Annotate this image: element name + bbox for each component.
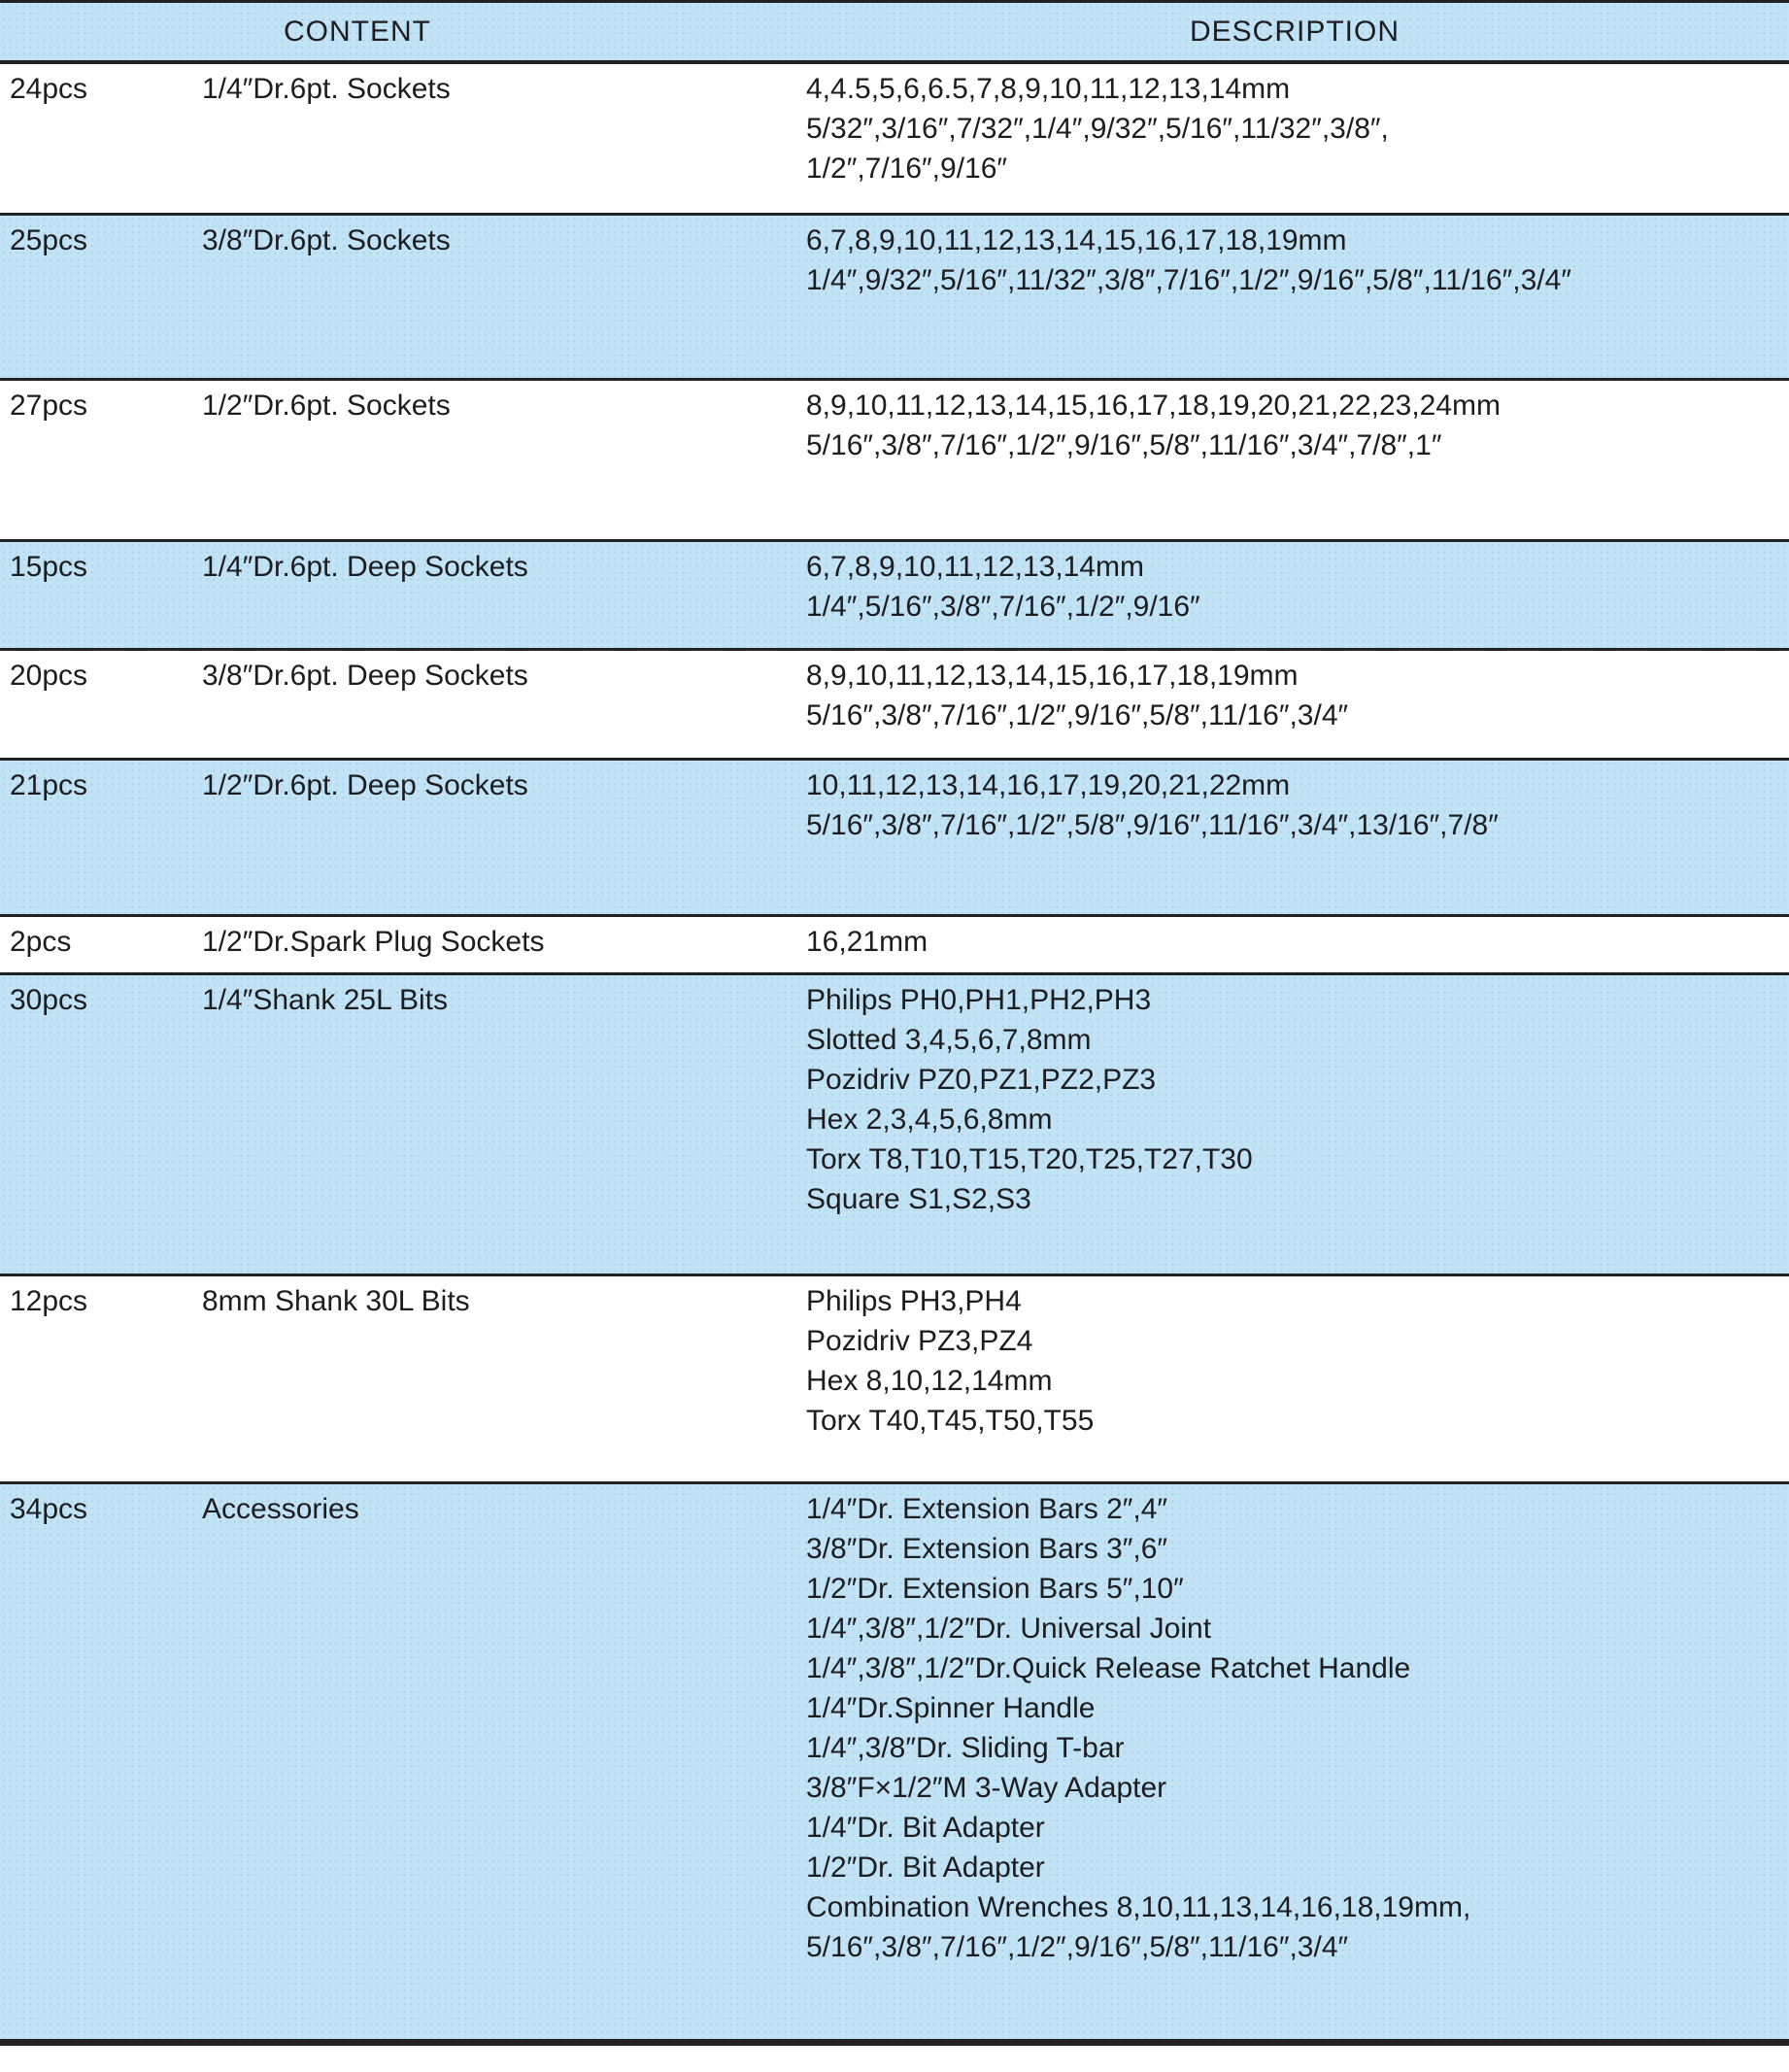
content-cell: Accessories [202, 1493, 359, 1525]
table-row [0, 216, 1789, 381]
description-line: Torx T8,T10,T15,T20,T25,T27,T30 [806, 1143, 1253, 1175]
description-line: 1/4″,3/8″Dr. Sliding T-bar [806, 1732, 1125, 1764]
content-cell: 8mm Shank 30L Bits [202, 1285, 470, 1317]
description-line: 1/4″Dr. Extension Bars 2″,4″ [806, 1493, 1168, 1525]
description-column-header: DESCRIPTION [1189, 15, 1401, 48]
content-cell: 1/2″Dr.Spark Plug Sockets [202, 926, 545, 958]
description-cell [806, 917, 1789, 972]
description-line: 1/2″Dr. Bit Adapter [806, 1851, 1045, 1884]
quantity-cell: 34pcs [10, 1493, 88, 1525]
quantity-cell: 20pcs [10, 660, 88, 692]
description-cell [806, 975, 1789, 1274]
description-line: 8,9,10,11,12,13,14,15,16,17,18,19,20,21,22,23,24mm [806, 390, 1502, 422]
description-line: Pozidriv PZ0,PZ1,PZ2,PZ3 [806, 1064, 1157, 1096]
quantity-cell: 2pcs [10, 926, 72, 958]
description-line: 6,7,8,9,10,11,12,13,14mm [806, 551, 1145, 583]
content-column-header: CONTENT [284, 15, 431, 48]
quantity-cell: 24pcs [10, 73, 88, 105]
table-header-row [0, 3, 1789, 64]
content-cell: 1/4″Shank 25L Bits [202, 984, 449, 1016]
description-line: Torx T40,T45,T50,T55 [806, 1405, 1095, 1437]
description-line: 16,21mm [806, 926, 928, 958]
table-row [0, 975, 1789, 1276]
description-line: Philips PH3,PH4 [806, 1285, 1022, 1317]
description-line: 3/8″F×1/2″M 3-Way Adapter [806, 1772, 1167, 1804]
description-cell [806, 651, 1789, 758]
content-cell: 1/2″Dr.6pt. Sockets [202, 390, 451, 422]
description-line: 5/16″,3/8″,7/16″,1/2″,5/8″,9/16″,11/16″,3/4″,13/16″,7/8″ [806, 809, 1499, 841]
quantity-cell: 27pcs [10, 390, 88, 422]
description-cell [806, 64, 1789, 213]
description-cell [806, 761, 1789, 914]
content-cell: 1/2″Dr.6pt. Deep Sockets [202, 769, 528, 801]
quantity-cell: 25pcs [10, 224, 88, 256]
description-line: 10,11,12,13,14,16,17,19,20,21,22mm [806, 769, 1291, 801]
description-line: 1/4″Dr.Spinner Handle [806, 1692, 1096, 1724]
description-line: 6,7,8,9,10,11,12,13,14,15,16,17,18,19mm [806, 224, 1347, 256]
content-cell: 3/8″Dr.6pt. Sockets [202, 224, 451, 256]
table-row [0, 542, 1789, 651]
table-row [0, 1276, 1789, 1484]
description-line: 1/2″Dr. Extension Bars 5″,10″ [806, 1573, 1184, 1605]
description-line: 5/32″,3/16″,7/32″,1/4″,9/32″,5/16″,11/32″,3/8″, [806, 113, 1389, 145]
description-line: 4,4.5,5,6,6.5,7,8,9,10,11,12,13,14mm [806, 73, 1291, 105]
description-line: 8,9,10,11,12,13,14,15,16,17,18,19mm [806, 660, 1299, 692]
description-line: Square S1,S2,S3 [806, 1183, 1031, 1215]
description-line: 1/4″,3/8″,1/2″Dr.Quick Release Ratchet Handle [806, 1652, 1411, 1684]
description-line: Hex 8,10,12,14mm [806, 1365, 1053, 1397]
content-cell: 1/4″Dr.6pt. Sockets [202, 73, 451, 105]
description-line: 1/4″,9/32″,5/16″,11/32″,3/8″,7/16″,1/2″,9/16″,5/8″,11/16″,3/4″ [806, 264, 1571, 296]
description-line: 5/16″,3/8″,7/16″,1/2″,9/16″,5/8″,11/16″,3/4″,7/8″,1″ [806, 429, 1442, 461]
description-cell [806, 216, 1789, 378]
table-row [0, 64, 1789, 216]
table-body [0, 64, 1789, 2039]
description-cell [806, 1484, 1789, 2039]
quantity-cell: 15pcs [10, 551, 88, 583]
description-line: 1/2″,7/16″,9/16″ [806, 153, 1008, 185]
table-row [0, 651, 1789, 761]
description-line: 1/4″Dr. Bit Adapter [806, 1812, 1045, 1844]
description-cell [806, 1276, 1789, 1481]
quantity-cell: 30pcs [10, 984, 88, 1016]
description-line: 5/16″,3/8″,7/16″,1/2″,9/16″,5/8″,11/16″,3/4″ [806, 1931, 1349, 1963]
quantity-cell: 12pcs [10, 1285, 88, 1317]
description-line: Combination Wrenches 8,10,11,13,14,16,18,19mm, [806, 1891, 1471, 1923]
description-line: Slotted 3,4,5,6,7,8mm [806, 1024, 1092, 1056]
description-cell [806, 381, 1789, 539]
description-line: 3/8″Dr. Extension Bars 3″,6″ [806, 1533, 1168, 1565]
content-cell: 3/8″Dr.6pt. Deep Sockets [202, 660, 528, 692]
description-line: Hex 2,3,4,5,6,8mm [806, 1104, 1053, 1136]
table-row [0, 381, 1789, 542]
content-cell: 1/4″Dr.6pt. Deep Sockets [202, 551, 528, 583]
description-line: 5/16″,3/8″,7/16″,1/2″,9/16″,5/8″,11/16″,3/4″ [806, 699, 1349, 731]
description-line: Philips PH0,PH1,PH2,PH3 [806, 984, 1152, 1016]
table-row [0, 761, 1789, 917]
table-row [0, 917, 1789, 975]
description-line: Pozidriv PZ3,PZ4 [806, 1325, 1033, 1357]
quantity-cell: 21pcs [10, 769, 88, 801]
table-row [0, 1484, 1789, 2039]
description-cell [806, 542, 1789, 648]
description-line: 1/4″,3/8″,1/2″Dr. Universal Joint [806, 1613, 1212, 1645]
description-line: 1/4″,5/16″,3/8″,7/16″,1/2″,9/16″ [806, 591, 1200, 623]
